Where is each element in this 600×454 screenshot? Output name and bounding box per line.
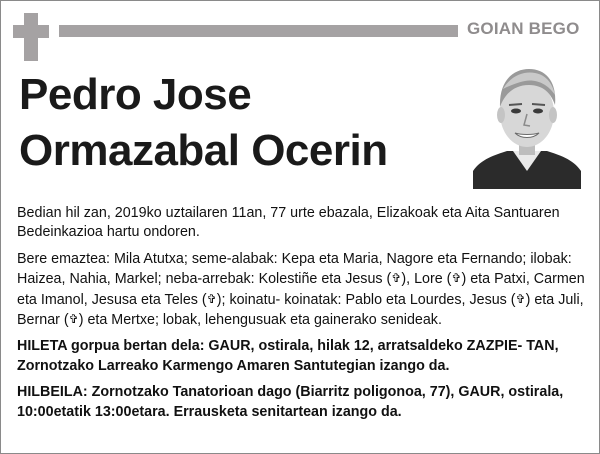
cross-icon: ✞ — [68, 312, 79, 327]
funeral-info: HILETA gorpua bertan dela: GAUR, ostirala, hilak 12, arratsaldeko ZAZPIE- TAN, Zornotzako Larreako Karmengo Amaren Santutegian izango da. — [17, 338, 559, 374]
deceased-name — [19, 67, 388, 179]
cross-icon: ✞ — [451, 271, 462, 286]
name-line-2: Ormazabal Ocerin — [19, 126, 388, 175]
header-rule — [59, 25, 458, 37]
section-tag: GOIAN BEGO — [467, 19, 580, 38]
cross-icon: ✞ — [391, 271, 402, 286]
wake-info: HILBEILA: Zornotzako Tanatorioan dago (Biarritz poligonoa, 77), GAUR, ostirala, 10:00etatik 13:00etara. Errausketa senitartean izango da. — [17, 384, 564, 420]
cross-icon — [13, 13, 49, 61]
portrait-photo — [473, 59, 581, 189]
family-list: Bere emaztea: Mila Atutxa; seme-alabak: Kepa eta Maria, Nagore eta Fernando; ilobak: Haizea, Nahia, Markel; neba-arrebak: Kolestiñe eta Jesus (✞), Lore (✞) eta Patxi, Carmen eta Imanol, Jesusa eta Teles (✞); koinatu- koinatak: Pablo eta Lourdes, Jesus (✞) eta Juli, Bernar (✞) eta Mertxe; lobak, lehengusuak eta gainerako senideak. — [17, 250, 585, 329]
death-notice: Bedian hil zan, 2019ko uztailaren 11an, 77 urte ebazala, Elizakoak eta Aita Santuaren Bedeinkazioa hartu ondoren. — [17, 205, 560, 241]
name-line-1: Pedro Jose — [19, 70, 252, 119]
cross-icon: ✞ — [206, 291, 217, 306]
cross-icon: ✞ — [515, 291, 526, 306]
obituary-text — [17, 204, 587, 429]
